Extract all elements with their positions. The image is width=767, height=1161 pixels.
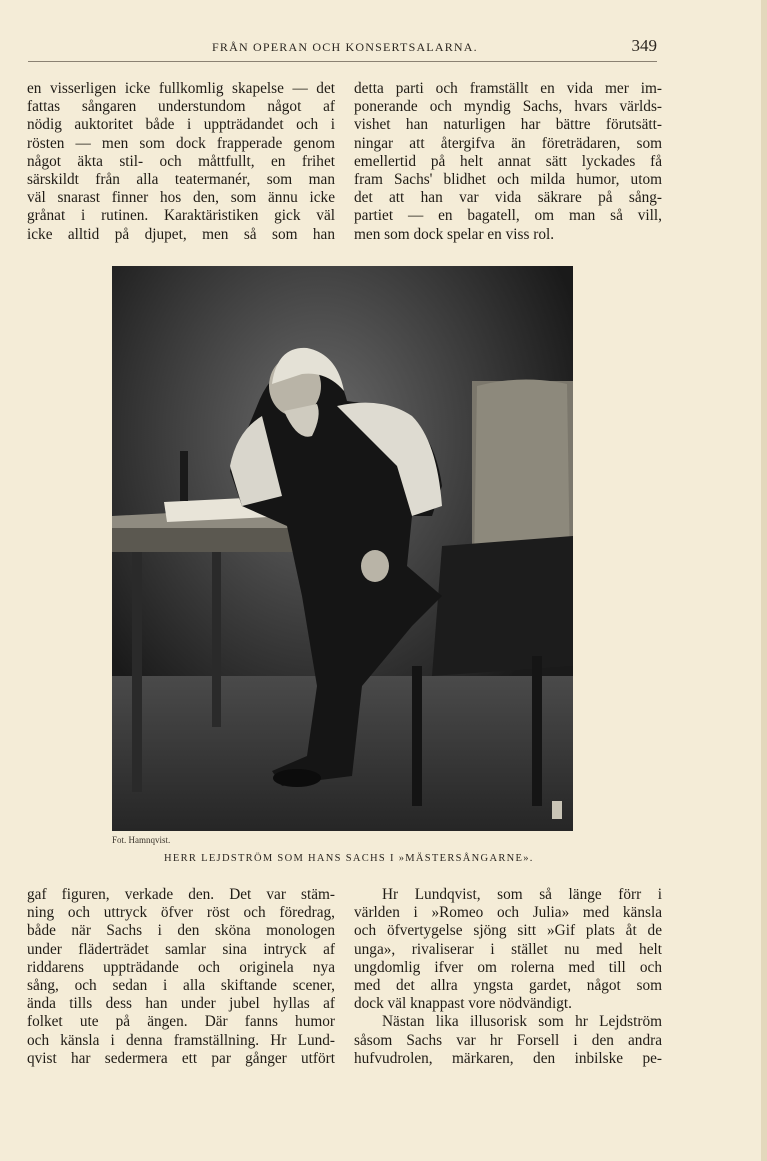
text-line: särskildt från alla teatermanér, som man: [27, 171, 335, 189]
text-column-bottom-left: [27, 886, 335, 1068]
text-line: vishet han naturligen har bättre förutsätt-: [354, 116, 662, 134]
text-line: Hr Lundqvist, som så länge förr i: [382, 886, 662, 903]
text-line: världen i »Romeo och Julia» med känsla: [354, 904, 662, 922]
photograph-hans-sachs: [112, 266, 573, 831]
text-line: något äkta stil- och måttfullt, en frihet: [27, 152, 335, 170]
text-line: ningar att återgifva än företrädaren, som: [354, 134, 662, 152]
text-line: men som dock spelar en viss rol.: [354, 225, 555, 243]
text-line: och öfvertygelse sjöng sitt »Gif plats åt de: [354, 922, 662, 940]
text-line: emellertid på helt annat sätt lyckades få: [354, 152, 662, 170]
photograph-illustration: [112, 266, 573, 831]
photo-credit: Fot. Hamnqvist.: [112, 835, 171, 845]
text-column-top-right: [354, 80, 662, 244]
text-line: ända tills dess han under jubel hyllas af: [27, 995, 335, 1013]
text-line: ungdomlig ifver om rolerna med till och: [354, 958, 662, 976]
text-column-bottom-right: [354, 886, 662, 1068]
text-line: och känsla i denna framställning. Hr Lund-: [27, 1031, 335, 1049]
figure-caption: HERR LEJDSTRÖM SOM HANS SACHS I »MÄSTERSÅNGARNE».: [164, 853, 534, 864]
text-line: både när Sachs i den sköna monologen: [27, 922, 335, 940]
text-line: under fläderträdet samlar sina intryck af: [27, 940, 335, 958]
header-rule: [28, 61, 657, 62]
page-number: 349: [631, 36, 657, 55]
text-line: icke alltid på djupet, men så som han: [27, 225, 335, 243]
text-line: grånat i rutinen. Karaktäristiken gick väl: [27, 207, 335, 225]
running-head: [110, 38, 657, 60]
text-line: väl snarast finner hos den, som ännu icke: [27, 189, 335, 207]
text-column-top-left: [27, 80, 335, 244]
text-line: det att han var vida säkrare på sång-: [354, 189, 662, 207]
text-line: rösten — men som dock frapperade genom: [27, 134, 335, 152]
text-line: qvist har sedermera ett par gånger utfört: [27, 1049, 335, 1067]
text-line: gaf figuren, verkade den. Det var stäm-: [27, 886, 335, 903]
text-line: hufvudrolen, märkaren, den inbilske pe-: [354, 1049, 662, 1067]
text-line: ning och uttryck öfver röst och föredrag,: [27, 904, 335, 922]
text-line: partiet — en bagatell, om man så vill,: [354, 207, 662, 225]
text-line: detta parti och framställt en vida mer im-: [354, 80, 662, 97]
text-line: med det allra yngsta gardet, något som: [354, 977, 662, 995]
text-line: Nästan lika illusorisk som hr Lejdström: [382, 1013, 662, 1031]
text-line: fram Sachs' blidhet och milda humor, utom: [354, 171, 662, 189]
text-line: ponerande och myndig Sachs, hvars världs-: [354, 98, 662, 116]
text-line: unga», rivaliserar i stället nu med helt: [354, 940, 662, 958]
text-line: fattas sångaren understundom något af: [27, 98, 335, 116]
text-line: nödig auktoritet både i uppträdandet och i: [27, 116, 335, 134]
running-title: FRÅN OPERAN OCH KONSERTSALARNA.: [212, 40, 478, 54]
text-line: riddarens uppträdande och originela nya: [27, 958, 335, 976]
text-line: folket ute på ängen. Där fanns humor: [27, 1013, 335, 1031]
text-line: sång, och sedan i alla skiftande scener,: [27, 977, 335, 995]
text-line: en visserligen icke fullkomlig skapelse — det: [27, 80, 335, 97]
text-line: dock väl knappast vore nödvändigt.: [354, 995, 572, 1013]
text-line: såsom Sachs var hr Forsell i den andra: [354, 1031, 662, 1049]
